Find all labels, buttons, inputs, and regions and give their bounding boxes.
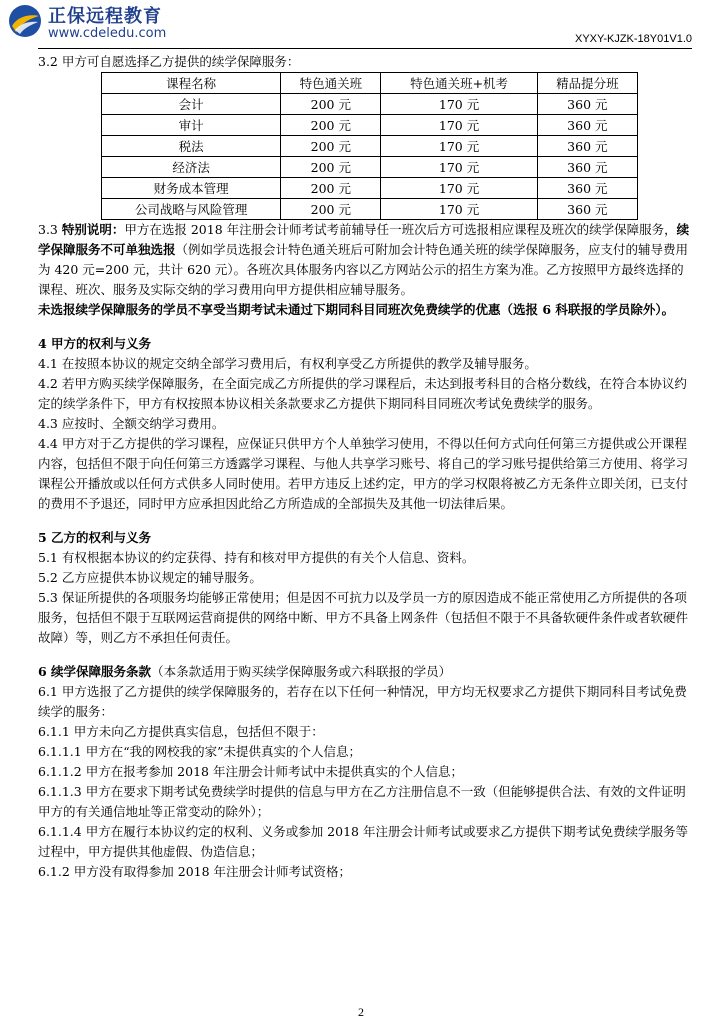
- table-cell: 170 元: [381, 157, 537, 178]
- clause-6-1-1-2: 6.1.1.2 甲方在报考参加 2018 年注册会计师考试中未提供真实的个人信息；: [38, 764, 463, 779]
- clause-3-3: 3.3 特别说明：甲方在选报 2018 年注册会计师考试考前辅导任一班次后方可选报相应课程及班次的续学保障服务，续学保障服务不可单独选报（例如学员选报会计特色通关班后可附加会计特色通关班的续学保障服务，应支付的辅导费用为 420 元=200 元，共计 620 元）。各班次具体服务内容以乙方网站公示的招生方案为准。乙方按照甲方最终选择的课程、班次、服务及实际交纳的学习费用向甲方提供相应辅导服务。: [38, 222, 690, 297]
- table-cell: 200 元: [281, 94, 381, 115]
- table-cell: 170 元: [381, 115, 537, 136]
- section-5-title: 5 乙方的权利与义务: [38, 530, 152, 545]
- section-6-title: 6 续学保障服务条款（本条款适用于购买续学保障服务或六科联报的学员）: [38, 664, 452, 679]
- table-cell: 200 元: [281, 115, 381, 136]
- header-cell: 特色通关班+机考: [381, 73, 537, 94]
- table-row: [102, 136, 638, 157]
- header-cell: 特色通关班: [281, 73, 381, 94]
- table-cell: 360 元: [537, 199, 637, 220]
- table-cell: 公司战略与风险管理: [102, 199, 281, 220]
- table-row: [102, 199, 638, 220]
- header-cell: 精品提分班: [537, 73, 637, 94]
- clause-5-1: 5.1 有权根据本协议的约定获得、持有和核对甲方提供的有关个人信息、资料。: [38, 550, 475, 565]
- table-cell: 360 元: [537, 157, 637, 178]
- clause-5-3: 5.3 保证所提供的各项服务均能够正常使用；但是因不可抗力以及学员一方的原因造成不能正常使用乙方所提供的各项服务，包括但不限于互联网运营商提供的网络中断、甲方不具备上网条件（包括但不限于不具备软硬件条件或者软硬件故障）等，则乙方不承担任何责任。: [38, 590, 689, 645]
- clause-6-1-1: 6.1.1 甲方未向乙方提供真实信息，包括但不限于：: [38, 724, 324, 739]
- clause-4-3: 4.3 应按时、全额交纳学习费用。: [38, 416, 225, 431]
- table-cell: 170 元: [381, 178, 537, 199]
- table-cell: 税法: [102, 136, 281, 157]
- table-row: [102, 157, 638, 178]
- table-cell: 200 元: [281, 178, 381, 199]
- table-cell: 360 元: [537, 178, 637, 199]
- clause-6-1-1-4: 6.1.1.4 甲方在履行本协议约定的权利、义务或参加 2018 年注册会计师考试或要求乙方提供下期考试免费续学服务等过程中，甲方提供其他虚假、伪造信息；: [38, 824, 688, 859]
- table-cell: 200 元: [281, 199, 381, 220]
- fee-table: [101, 72, 638, 220]
- table-header-row: [102, 73, 638, 94]
- clause-6-1-2: 6.1.2 甲方没有取得参加 2018 年注册会计师考试资格；: [38, 864, 352, 879]
- table-cell: 360 元: [537, 94, 637, 115]
- table-cell: 经济法: [102, 157, 281, 178]
- table-cell: 审计: [102, 115, 281, 136]
- clause-6-1: 6.1 甲方选报了乙方提供的续学保障服务的，若存在以下任何一种情况，甲方均无权要求乙方提供下期同科目考试免费续学的服务：: [38, 684, 687, 719]
- table-cell: 170 元: [381, 136, 537, 157]
- clause-4-2: 4.2 若甲方购买续学保障服务，在全面完成乙方所提供的学习课程后，未达到报考科目的合格分数线，在符合本协议约定的续学条件下，甲方有权按照本协议相关条款要求乙方提供下期同科目同班次考试免费续学的服务。: [38, 376, 687, 411]
- header-cell: 课程名称: [102, 73, 281, 94]
- brand-url[interactable]: www.cdeledu.com: [48, 26, 167, 41]
- clause-6-1-1-1: 6.1.1.1 甲方在“我的网校我的家”未提供真实的个人信息；: [38, 744, 361, 759]
- clause-4-4: 4.4 甲方对于乙方提供的学习课程，应保证只供甲方个人单独学习使用，不得以任何方式向任何第三方提供或公开课程内容，包括但不限于向任何第三方透露学习课程、与他人共享学习账号、将自己的学习账号提供给第三方使用、将学习课程公开播放或以任何方式供多人同时使用。若甲方违反上述约定，甲方的学习权限将被乙方无条件立即关闭，已支付的费用不予退还，同时甲方应承担因此给乙方所造成的全部损失及其他一切法律后果。: [38, 436, 689, 511]
- header-divider: [38, 48, 692, 49]
- table-cell: 170 元: [381, 199, 537, 220]
- table-cell: 200 元: [281, 136, 381, 157]
- clause-6-1-1-3: 6.1.1.3 甲方在要求下期考试免费续学时提供的信息与甲方在乙方注册信息不一致（但能够提供合法、有效的文件证明甲方的有关通信地址等正常变动的除外）；: [38, 784, 686, 819]
- section-4-title: 4 甲方的权利与义务: [38, 336, 152, 351]
- clause-3-2: 3.2 甲方可自愿选择乙方提供的续学保障服务：: [38, 54, 300, 69]
- table-cell: 360 元: [537, 136, 637, 157]
- clause-5-2: 5.2 乙方应提供本协议规定的辅导服务。: [38, 570, 262, 585]
- table-cell: 会计: [102, 94, 281, 115]
- table-cell: 财务成本管理: [102, 178, 281, 199]
- page-header: [0, 0, 722, 50]
- document-code: XYXY-KJZK-18Y01V1.0: [575, 33, 692, 45]
- document-body: [38, 52, 690, 882]
- table-cell: 200 元: [281, 157, 381, 178]
- table-row: [102, 94, 638, 115]
- page-number: 2: [358, 1005, 364, 1019]
- brand-name: 正保远程教育: [48, 6, 162, 27]
- table-row: [102, 115, 638, 136]
- clause-4-1: 4.1 在按照本协议的规定交纳全部学习费用后，有权利享受乙方所提供的教学及辅导服务。: [38, 356, 537, 371]
- clause-3-3-note: 未选报续学保障服务的学员不享受当期考试未通过下期同科目同班次免费续学的优惠（选报 6 科联报的学员除外）。: [38, 302, 675, 317]
- logo-icon: [8, 4, 42, 38]
- table-cell: 360 元: [537, 115, 637, 136]
- table-cell: 170 元: [381, 94, 537, 115]
- table-row: [102, 178, 638, 199]
